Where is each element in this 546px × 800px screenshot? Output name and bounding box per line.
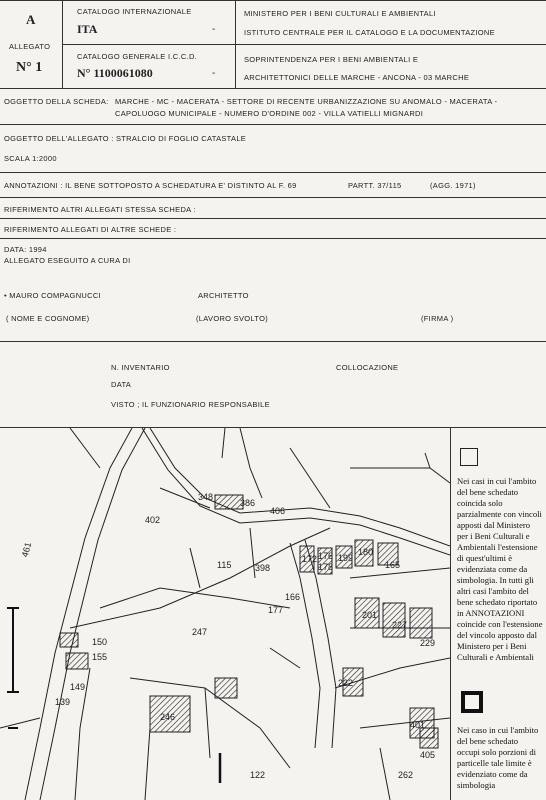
cat-gen-value: N° 1100061080 (77, 66, 153, 80)
lavoro-label: (LAVORO SVOLTO) (196, 314, 269, 323)
legend-note-vincolo: Nei casi in cui l'ambito del bene schedato coincida solo parzialmente con vincoli apposti dal Ministero per i Beni Culturali e Ambientali l'estensione di quest'ultimi è evidenziata come da simbologia. In tutti gli altri casi l'ambito del bene schedato riportato in ANNOTAZIONI coincide con l'estensione del vincolo apposto dal Ministero per i Beni Culturali e Ambientali (457, 476, 543, 662)
allegato-label: ALLEGATO (9, 42, 51, 51)
data-field: DATA: 1994 (4, 245, 47, 254)
parcel-172: 172 (302, 554, 318, 564)
legend-vincolo-symbol (460, 448, 478, 466)
eseguito-label: ALLEGATO ESEGUITO A CURA DI (4, 256, 131, 265)
parcel-222: 222 (338, 678, 354, 688)
rif-altre-schede: RIFERIMENTO ALLEGATI DI ALTRE SCHEDE : (4, 225, 177, 234)
cat-int-dash: - (212, 24, 216, 35)
legend-limite-symbol (461, 691, 483, 713)
cadastral-map (0, 428, 450, 800)
parcel-386: 386 (240, 498, 256, 508)
allegato-oggetto: OGGETTO DELL'ALLEGATO : STRALCIO DI FOGLIO CATASTALE (4, 134, 247, 143)
parcel-262: 262 (398, 770, 414, 780)
soprintendenza-line2: ARCHITETTONICI DELLE MARCHE - ANCONA - 03 MARCHE (244, 73, 470, 82)
author-role: ARCHITETTO (198, 291, 249, 300)
cat-gen-label: CATALOGO GENERALE I.C.C.D. (77, 52, 198, 61)
parcel-201: 201 (362, 610, 378, 620)
parcel-177: 177 (268, 605, 284, 615)
oggetto-label: OGGETTO DELLA SCHEDA: (4, 97, 109, 106)
parcel-229: 229 (420, 638, 436, 648)
parcel-398: 398 (255, 563, 271, 573)
parcel-406: 406 (270, 506, 286, 516)
parcel-348: 348 (198, 492, 214, 502)
parcel-178: 178 (318, 562, 334, 572)
parcel-176: 176 (318, 551, 334, 561)
cat-gen-dash: - (212, 68, 216, 79)
parcel-150: 150 (92, 637, 108, 647)
cat-int-label: CATALOGO INTERNAZIONALE (77, 7, 192, 16)
oggetto-line1: MARCHE - MC - MACERATA - SETTORE DI RECENTE URBANIZZAZIONE SU ANOMALO - MACERATA - (115, 97, 498, 106)
annotazioni-agg: (AGG. 1971) (430, 181, 476, 190)
author-name: • MAURO COMPAGNUCCI (4, 291, 101, 300)
parcel-461: 461 (19, 541, 34, 559)
parcel-402: 402 (145, 515, 161, 525)
rif-stessa-scheda: RIFERIMENTO ALTRI ALLEGATI STESSA SCHEDA : (4, 205, 196, 214)
parcel-149: 149 (70, 682, 86, 692)
parcel-247: 247 (192, 627, 208, 637)
visto-label: VISTO ; IL FUNZIONARIO RESPONSABILE (111, 400, 270, 409)
inventario-data: DATA (111, 380, 132, 389)
parcel-401: 401 (410, 720, 426, 730)
parcel-180: 180 (358, 547, 374, 557)
parcel-139: 139 (55, 697, 71, 707)
parcel-166: 166 (285, 592, 301, 602)
collocazione-label: COLLOCAZIONE (336, 363, 399, 372)
inventario-label: N. INVENTARIO (111, 363, 170, 372)
legend-note-limite: Nei caso in cui l'ambito del bene schedato occupi solo porzioni di particelle tale limite è evidenziato come da simbologia (457, 725, 539, 790)
allegato-letter: A (26, 12, 36, 27)
parcel-246: 246 (160, 712, 176, 722)
parcel-199: 199 (338, 553, 354, 563)
annotazioni-text: ANNOTAZIONI : IL BENE SOTTOPOSTO A SCHEDATURA E' DISTINTO AL F. 69 (4, 181, 297, 190)
nome-label: ( NOME E COGNOME) (6, 314, 90, 323)
allegato-number: N° 1 (16, 60, 43, 75)
firma-label: (FIRMA ) (421, 314, 454, 323)
allegato-scala: SCALA 1:2000 (4, 154, 57, 163)
parcel-165: 165 (385, 560, 401, 570)
parcel-227: 227 (392, 620, 408, 630)
ministry-name: MINISTERO PER I BENI CULTURALI E AMBIENTALI (244, 9, 436, 18)
institute-name: ISTITUTO CENTRALE PER IL CATALOGO E LA DOCUMENTAZIONE (244, 28, 495, 37)
parcel-155: 155 (92, 652, 108, 662)
oggetto-line2: CAPOLUOGO MUNICIPALE - NUMERO D'ORDINE 002 - VILLA VATIELLI MIGNARDI (115, 109, 424, 118)
parcel-115: 115 (217, 560, 232, 570)
parcel-405: 405 (420, 750, 436, 760)
cat-int-value: ITA (77, 22, 98, 36)
annotazioni-particelle: PARTT. 37/115 (348, 181, 402, 190)
soprintendenza-line1: SOPRINTENDENZA PER I BENI AMBIENTALI E (244, 55, 419, 64)
parcel-122: 122 (250, 770, 266, 780)
